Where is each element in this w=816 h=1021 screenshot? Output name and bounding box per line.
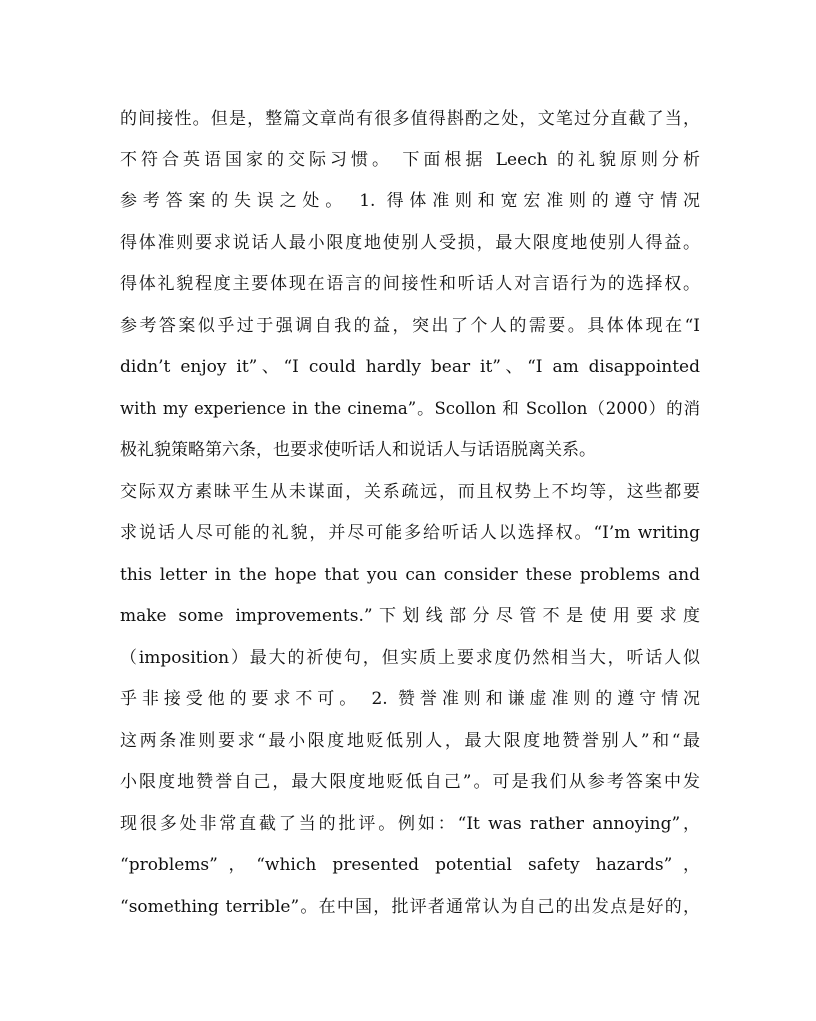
text-line: 这两条准则要求“最小限度地贬低别人，最大限度地赞誉别人”和“最 <box>120 731 700 751</box>
text-line: 小限度地赞誉自己，最大限度地贬低自己”。可是我们从参考答案中发 <box>120 772 700 792</box>
text-line: （imposition）最大的祈使句，但实质上要求度仍然相当大，听话人似 <box>120 648 700 668</box>
text-line: 极礼貌策略第六条，也要求使听话人和说话人与话语脱离关系。 <box>120 440 596 460</box>
text-line: “something terrible”。在中国，批评者通常认为自己的出发点是好的， <box>120 897 700 917</box>
text-line: didn’t enjoy it”、“I could hardly bear it”、“I am disappointed <box>120 357 700 377</box>
text-line: 得体礼貌程度主要体现在语言的间接性和听话人对言语行为的选择权。 <box>120 274 700 294</box>
text-line: 不符合英语国家的交际习惯。 下面根据 Leech 的礼貌原则分析 <box>120 150 700 170</box>
text-line: 参考答案的失误之处。 1. 得体准则和宽宏准则的遵守情况 <box>120 191 700 211</box>
text-line: with my experience in the cinema”。Scollon 和 Scollon（2000）的消 <box>120 399 700 418</box>
text-line: this letter in the hope that you can consider these problems and <box>120 565 700 585</box>
text-line: 交际双方素昧平生从未谋面，关系疏远，而且权势上不均等，这些都要 <box>120 482 700 502</box>
text-line: 现很多处非常直截了当的批评。例如：“It was rather annoying”， <box>120 814 700 834</box>
text-line: 求说话人尽可能的礼貌，并尽可能多给听话人以选择权。“I’m writing <box>120 523 700 543</box>
text-line: “problems”，“which presented potential safety hazards”， <box>120 855 700 875</box>
text-line: 乎非接受他的要求不可。 2. 赞誉准则和谦虚准则的遵守情况 <box>120 689 700 709</box>
text-line: 得体准则要求说话人最小限度地使别人受损，最大限度地使别人得益。 <box>120 233 700 253</box>
text-line: 参考答案似乎过于强调自我的益，突出了个人的需要。具体体现在“I <box>120 316 700 336</box>
text-line: 的间接性。但是，整篇文章尚有很多值得斟酌之处，文笔过分直截了当， <box>120 109 700 129</box>
text-line: make some improvements.”下划线部分尽管不是使用要求度 <box>120 606 700 626</box>
